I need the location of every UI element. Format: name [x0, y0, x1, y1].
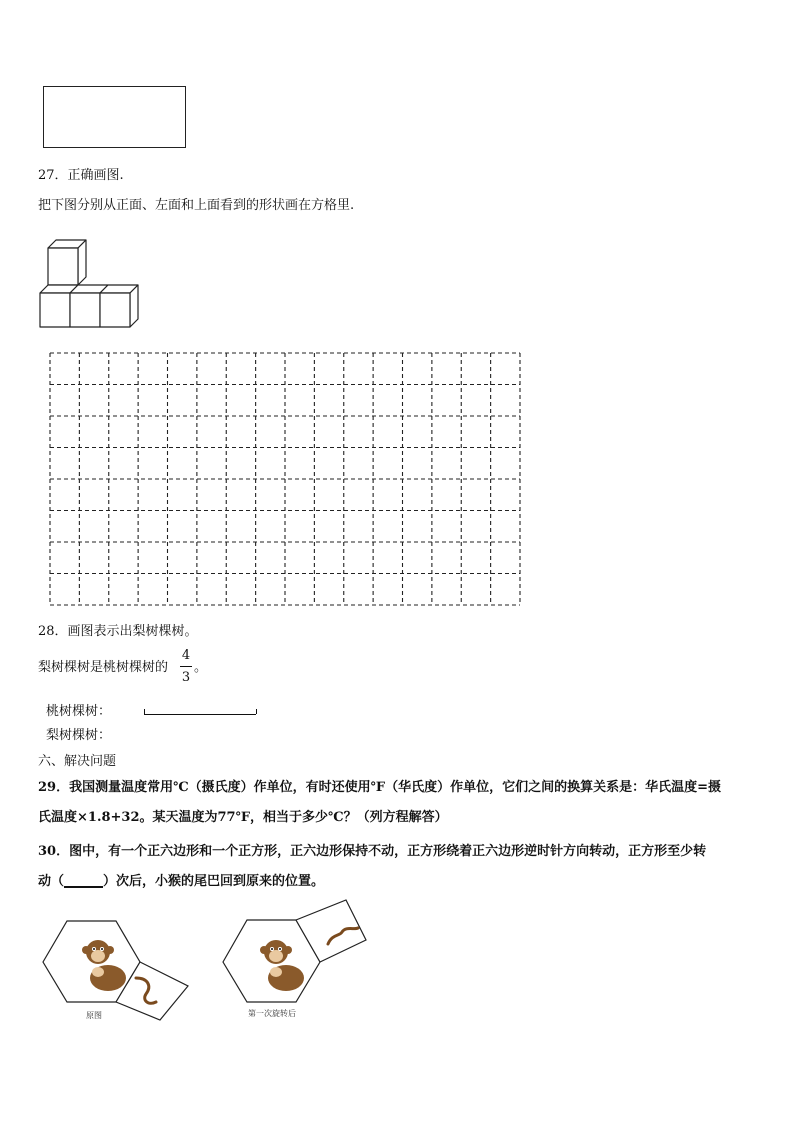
segment-tick-left: [144, 709, 145, 714]
peach-segment: [144, 711, 256, 715]
q30-line2-prefix: 动（: [38, 874, 65, 889]
fraction-numerator: 4: [181, 648, 191, 663]
answer-blank: ______: [64, 874, 104, 889]
caption-after-first: 第一次旋转后: [248, 1009, 296, 1018]
q27-title: 27．正确画图.: [38, 168, 124, 183]
q29-line2: 氏温度×1.8+32。某天温度为77℉，相当于多少℃？（列方程解答）: [38, 810, 448, 825]
section-title: 六、解决问题: [38, 754, 117, 769]
fraction-bar: [180, 666, 192, 667]
q30-line2-suffix: ）次后，小猴的尾巴回到原来的位置。: [103, 874, 325, 889]
q30-line2: [38, 874, 324, 890]
fraction-denominator: 3: [181, 670, 191, 685]
q30-line1: 30．图中，有一个正六边形和一个正方形，正六边形保持不动，正方形绕着正六边形逆时针方向转动，正方形至少转: [38, 844, 707, 859]
hexagon-square-rotated: [220, 898, 370, 1004]
caption-original: 原图: [86, 1011, 102, 1020]
cube-figure: [36, 236, 140, 332]
q28-title: 28．画图表示出梨树棵树。: [38, 624, 198, 639]
segment-tick-right: [256, 709, 257, 714]
hexagon-square-original: [40, 916, 196, 1022]
q28-statement-prefix: 梨树棵树是桃树棵树的: [38, 660, 169, 675]
q27-instruction: 把下图分别从正面、左面和上面看到的形状画在方格里.: [38, 198, 355, 213]
peach-label: 桃树棵树：: [46, 704, 112, 719]
answer-box: [43, 86, 186, 148]
q28-statement-suffix: 。: [194, 660, 208, 675]
pear-label: 梨树棵树：: [46, 728, 112, 743]
dashed-grid: [48, 351, 524, 607]
q29-line1: 29．我国测量温度常用℃（摄氏度）作单位，有时还使用℉（华氏度）作单位，它们之间的换算关系是：华氏温度=摄: [38, 780, 722, 795]
